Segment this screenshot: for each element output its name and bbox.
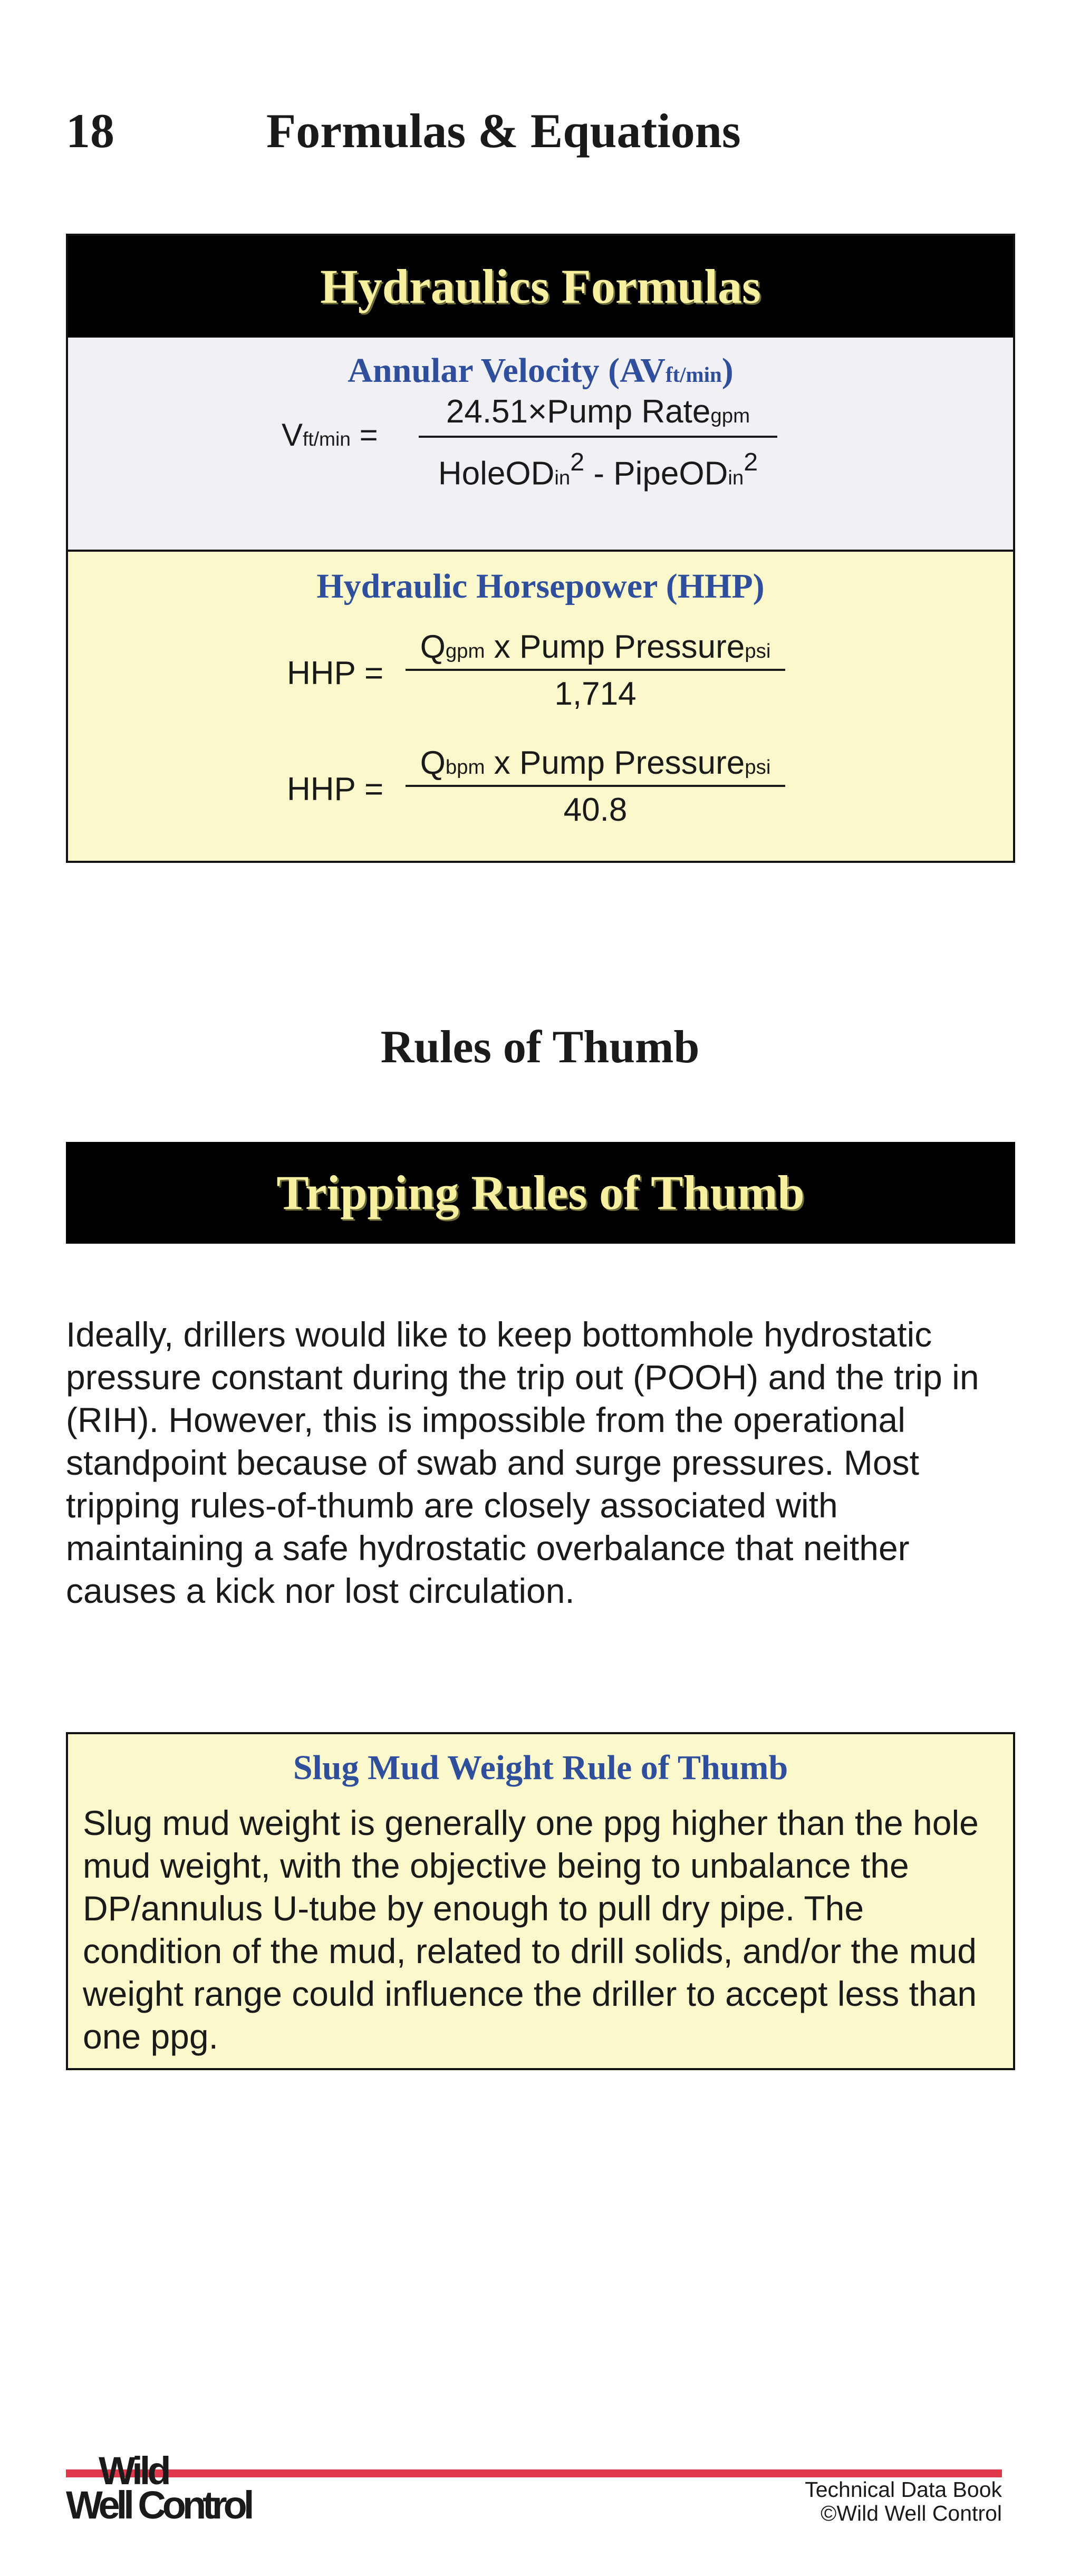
annular-velocity-title: Annular Velocity (AVft/min) xyxy=(348,351,734,390)
page-number: 18 xyxy=(66,104,114,158)
hhp-fraction-1 xyxy=(406,628,785,713)
slug-title: Slug Mud Weight Rule of Thumb xyxy=(293,1748,788,1787)
footer-copyright: ©Wild Well Control xyxy=(821,2501,1002,2525)
slug-paragraph: Slug mud weight is generally one ppg higher than the hole mud weight, with the objective being to unbalance the DP/annulus U-tube by enough to pull dry pipe. The condition of the mud, related to drill solids, and/or the mud weight range could influence the driller to accept less than one ppg. xyxy=(83,1803,979,2056)
hydraulics-formulas-box xyxy=(66,234,1015,863)
hhp2-denominator: 40.8 xyxy=(563,792,628,828)
hhp1-fraction-bar xyxy=(406,669,785,671)
svg-text:Well Control: Well Control xyxy=(66,2483,251,2526)
rules-of-thumb-heading: Rules of Thumb xyxy=(380,1022,700,1073)
tripping-rules-title: Tripping Rules of Thumb xyxy=(66,1142,1015,1244)
hydraulic-horsepower-panel xyxy=(68,552,1013,861)
logo-graphic xyxy=(66,2447,266,2526)
slug-mud-weight-box xyxy=(66,1732,1015,2070)
hhp1-numerator: Qgpm x Pump Pressurepsi xyxy=(420,629,771,665)
av-fraction-bar xyxy=(419,436,777,438)
wild-well-control-logo xyxy=(66,2447,266,2526)
hhp-lhs-1: HHP = xyxy=(287,655,384,691)
tripping-intro-paragraph: Ideally, drillers would like to keep bottomhole hydrostatic pressure constant during the trip out (POOH) and the trip in (RIH). However, this is impossible from the operational standpoint because of swab and surge pressures. Most tripping rules-of-thumb are closely associated with maintaining a safe hydrostatic overbalance that neither causes a kick nor lost circulation. xyxy=(66,1315,979,1610)
page-heading: Formulas & Equations xyxy=(266,104,741,158)
hydraulics-title: Hydraulics Formulas xyxy=(68,236,1013,338)
annular-velocity-panel xyxy=(68,338,1013,552)
hhp-title: Hydraulic Horsepower (HHP) xyxy=(316,567,765,605)
footer-credit xyxy=(805,2478,1002,2525)
hhp-fraction-2 xyxy=(406,744,785,829)
svg-text:Wild: Wild xyxy=(99,2449,168,2493)
av-lhs: Vft/min = xyxy=(282,417,378,453)
footer-book-title: Technical Data Book xyxy=(805,2477,1002,2502)
av-numerator: 24.51×Pump Rategpm xyxy=(446,393,750,430)
hhp-lhs-2: HHP = xyxy=(287,771,384,808)
hhp2-numerator: Qbpm x Pump Pressurepsi xyxy=(420,745,771,781)
av-denominator: HoleODin$^2$ - PipeODin$^2$ xyxy=(438,448,758,492)
hhp2-fraction-bar xyxy=(406,785,785,787)
av-fraction xyxy=(419,393,777,493)
hhp1-denominator: 1,714 xyxy=(554,676,637,712)
